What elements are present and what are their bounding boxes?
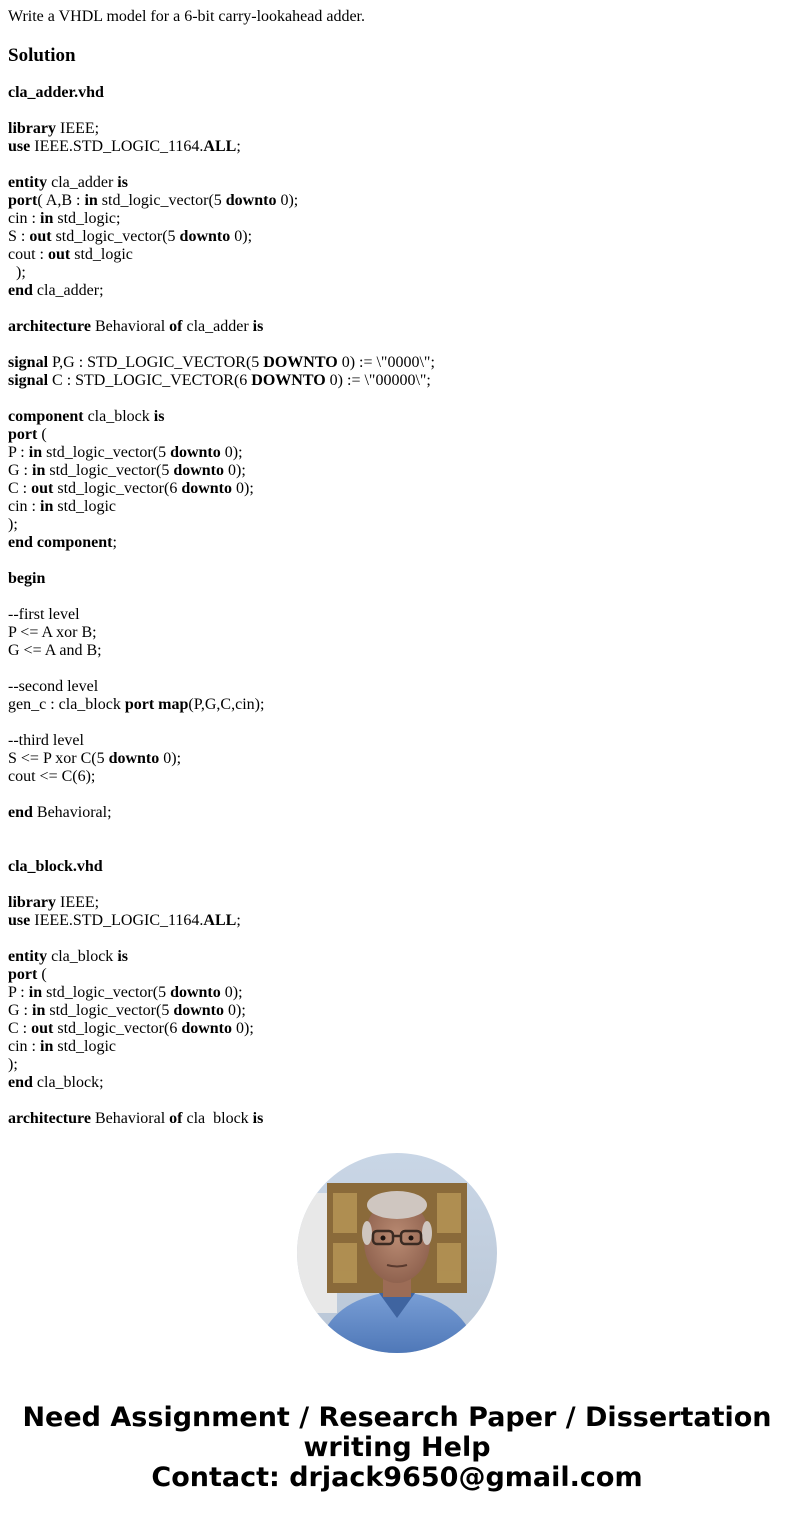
code-keyword: end component <box>8 534 113 551</box>
code-text: 0); <box>276 192 299 209</box>
code-line <box>8 534 778 552</box>
code-keyword: cla_adder.vhd <box>8 84 104 101</box>
code-line <box>8 282 778 300</box>
code-keyword: ALL <box>203 138 237 155</box>
code-text: C : <box>8 480 32 497</box>
code-keyword: in <box>28 984 43 1001</box>
code-line <box>8 1074 778 1092</box>
code-text: std_logic_vector(5 <box>42 984 171 1001</box>
code-keyword: downto <box>173 1002 224 1019</box>
code-text: G : <box>8 462 32 479</box>
contact-banner <box>0 1403 794 1493</box>
code-line <box>8 966 778 984</box>
code-keyword: is <box>252 318 264 335</box>
code-keyword: entity <box>8 948 48 965</box>
code-keyword: in <box>40 1038 54 1055</box>
code-keyword: in <box>84 192 98 209</box>
code-line <box>8 444 778 462</box>
code-text: ( <box>37 966 47 983</box>
code-text: P : <box>8 444 29 461</box>
banner-line-1: Need Assignment / Research Paper / Dissertation <box>22 1402 772 1433</box>
code-line <box>8 462 778 480</box>
code-keyword: downto <box>225 192 277 209</box>
code-keyword: cla_block.vhd <box>8 858 103 875</box>
code-text: cla_adder; <box>32 282 104 299</box>
code-keyword: port <box>8 426 38 443</box>
code-text: cla_adder <box>47 174 118 191</box>
code-line <box>8 570 778 588</box>
code-keyword: of <box>169 318 183 335</box>
code-text: cla_block <box>47 948 118 965</box>
code-text: cla_block <box>182 1110 253 1124</box>
code-line <box>8 1020 778 1038</box>
code-text: P : <box>8 984 29 1001</box>
code-line <box>8 696 778 714</box>
code-text: ; <box>112 534 117 551</box>
code-text: IEEE.STD_LOGIC_1164. <box>30 138 204 155</box>
code-text: cin : <box>8 498 40 515</box>
code-keyword: signal <box>8 372 49 389</box>
code-text: std_logic_vector(6 <box>53 1020 182 1037</box>
code-line <box>8 840 778 858</box>
code-line <box>8 876 778 894</box>
code-text: ( <box>37 426 47 443</box>
code-text: 0); <box>159 750 182 767</box>
code-keyword: in <box>32 1002 46 1019</box>
code-keyword: entity <box>8 174 48 191</box>
code-text: --first level <box>8 606 80 623</box>
code-line <box>8 480 778 498</box>
banner-line-3: Contact: drjack9650@gmail.com <box>151 1462 643 1493</box>
code-line <box>8 300 778 318</box>
code-text: C : STD_LOGIC_VECTOR(6 <box>48 372 252 389</box>
code-keyword: out <box>31 1020 54 1037</box>
code-line <box>8 660 778 678</box>
code-text: cla_block; <box>32 1074 104 1091</box>
code-keyword: in <box>40 210 54 227</box>
code-line <box>8 318 778 336</box>
code-text: ); <box>8 1056 18 1073</box>
code-keyword: port map <box>124 696 189 713</box>
code-keyword: is <box>153 408 165 425</box>
code-keyword: out <box>29 228 52 245</box>
code-line <box>8 678 778 696</box>
code-line <box>8 624 778 642</box>
code-line <box>8 714 778 732</box>
code-text: std_logic <box>53 1038 117 1055</box>
code-line <box>8 426 778 444</box>
code-text: 0) := \"0000\"; <box>337 354 435 371</box>
code-keyword: downto <box>170 444 221 461</box>
code-text: std_logic_vector(5 <box>45 462 174 479</box>
code-keyword: of <box>169 1110 183 1124</box>
code-text: --second level <box>8 678 99 695</box>
code-text: std_logic_vector(5 <box>42 444 171 461</box>
code-listing <box>8 84 778 1124</box>
code-keyword: port <box>8 192 38 209</box>
code-line <box>8 336 778 354</box>
code-line <box>8 192 778 210</box>
code-line <box>8 1056 778 1074</box>
code-line <box>8 894 778 912</box>
code-keyword: port <box>8 966 38 983</box>
code-line <box>8 768 778 786</box>
code-line <box>8 732 778 750</box>
code-line <box>8 750 778 768</box>
code-line <box>8 516 778 534</box>
code-keyword: out <box>31 480 54 497</box>
code-keyword: DOWNTO <box>263 354 338 371</box>
code-line <box>8 120 778 138</box>
question-text: Write a VHDL model for a 6-bit carry-lookahead adder. <box>8 8 365 25</box>
solution-heading: Solution <box>8 45 76 66</box>
code-keyword: signal <box>8 354 49 371</box>
code-line <box>8 84 778 102</box>
code-line <box>8 408 778 426</box>
code-text: cla_adder <box>182 318 253 335</box>
code-text: S : <box>8 228 30 245</box>
code-line <box>8 174 778 192</box>
code-text: P,G : STD_LOGIC_VECTOR(5 <box>48 354 264 371</box>
code-keyword: downto <box>108 750 160 767</box>
code-keyword: downto <box>181 1020 233 1037</box>
author-photo <box>297 1153 497 1353</box>
code-text: C : <box>8 1020 32 1037</box>
code-keyword: use <box>8 912 31 929</box>
code-text: ( A,B : <box>37 192 85 209</box>
code-keyword: in <box>28 444 43 461</box>
code-text: G : <box>8 1002 32 1019</box>
code-text: std_logic; <box>53 210 121 227</box>
code-line <box>8 228 778 246</box>
code-text: 0); <box>232 480 254 497</box>
author-photo-image <box>297 1153 497 1353</box>
code-keyword: downto <box>170 984 221 1001</box>
code-text: P <= A xor B; <box>8 624 97 641</box>
code-line <box>8 822 778 840</box>
code-keyword: end <box>8 282 33 299</box>
code-text: IEEE; <box>56 120 100 137</box>
code-line <box>8 138 778 156</box>
code-keyword: component <box>8 408 84 425</box>
code-text: cin : <box>8 1038 40 1055</box>
code-text: 0) := \"00000\"; <box>325 372 431 389</box>
code-text: --third level <box>8 732 84 749</box>
code-text: G <= A and B; <box>8 642 102 659</box>
code-line <box>8 606 778 624</box>
code-text: cin : <box>8 210 40 227</box>
code-keyword: end <box>8 804 33 821</box>
code-text: S <= P xor C(5 <box>8 750 109 767</box>
code-line <box>8 1002 778 1020</box>
code-text: 0); <box>230 228 253 245</box>
code-keyword: in <box>32 462 46 479</box>
code-text: ; <box>236 912 241 929</box>
code-text: 0); <box>224 1002 246 1019</box>
code-text: std_logic_vector(5 <box>51 228 180 245</box>
code-text: std_logic_vector(5 <box>45 1002 174 1019</box>
code-keyword: library <box>8 894 56 911</box>
code-text: std_logic <box>70 246 133 263</box>
code-keyword: architecture <box>8 1110 91 1124</box>
code-text: std_logic <box>53 498 117 515</box>
code-line <box>8 642 778 660</box>
code-text: IEEE; <box>56 894 100 911</box>
code-text: cout <= C(6); <box>8 768 96 785</box>
code-keyword: use <box>8 138 31 155</box>
code-line <box>8 1110 778 1124</box>
code-line <box>8 498 778 516</box>
code-text: Behavioral <box>90 1110 170 1124</box>
code-text: ; <box>236 138 241 155</box>
code-text: 0); <box>232 1020 254 1037</box>
code-line <box>8 210 778 228</box>
code-keyword: is <box>252 1110 264 1124</box>
code-keyword: in <box>40 498 54 515</box>
code-text: std_logic_vector(6 <box>53 480 182 497</box>
code-line <box>8 984 778 1002</box>
code-keyword: out <box>48 246 71 263</box>
code-line <box>8 264 778 282</box>
code-line <box>8 1038 778 1056</box>
code-text: 0); <box>220 444 243 461</box>
code-text: cout : <box>8 246 48 263</box>
code-text: std_logic_vector(5 <box>97 192 226 209</box>
code-keyword: end <box>8 1074 33 1091</box>
code-keyword: DOWNTO <box>251 372 326 389</box>
code-text: ); <box>8 264 26 281</box>
code-text: IEEE.STD_LOGIC_1164. <box>30 912 204 929</box>
code-keyword: downto <box>181 480 233 497</box>
code-line <box>8 390 778 408</box>
code-line <box>8 354 778 372</box>
code-text: 0); <box>220 984 243 1001</box>
code-text: Behavioral; <box>32 804 112 821</box>
code-line <box>8 912 778 930</box>
code-line <box>8 552 778 570</box>
code-keyword: ALL <box>203 912 237 929</box>
code-text: (P,G,C,cin); <box>188 696 265 713</box>
code-keyword: downto <box>173 462 224 479</box>
code-line <box>8 930 778 948</box>
code-line <box>8 786 778 804</box>
code-line <box>8 804 778 822</box>
code-text: Behavioral <box>90 318 170 335</box>
code-text: ); <box>8 516 18 533</box>
code-line <box>8 102 778 120</box>
code-line <box>8 948 778 966</box>
code-keyword: begin <box>8 570 46 587</box>
code-keyword: downto <box>179 228 231 245</box>
banner-line-2: writing Help <box>303 1432 491 1463</box>
code-text: gen_c : cla_block <box>8 696 125 713</box>
code-text: 0); <box>224 462 246 479</box>
code-line <box>8 588 778 606</box>
code-line <box>8 1092 778 1110</box>
code-line <box>8 156 778 174</box>
code-keyword: architecture <box>8 318 91 335</box>
code-line <box>8 372 778 390</box>
code-line <box>8 246 778 264</box>
document-body <box>8 7 778 1124</box>
code-keyword: is <box>117 948 128 965</box>
code-keyword: library <box>8 120 56 137</box>
code-text: cla_block <box>83 408 154 425</box>
code-line <box>8 858 778 876</box>
code-keyword: is <box>117 174 128 191</box>
